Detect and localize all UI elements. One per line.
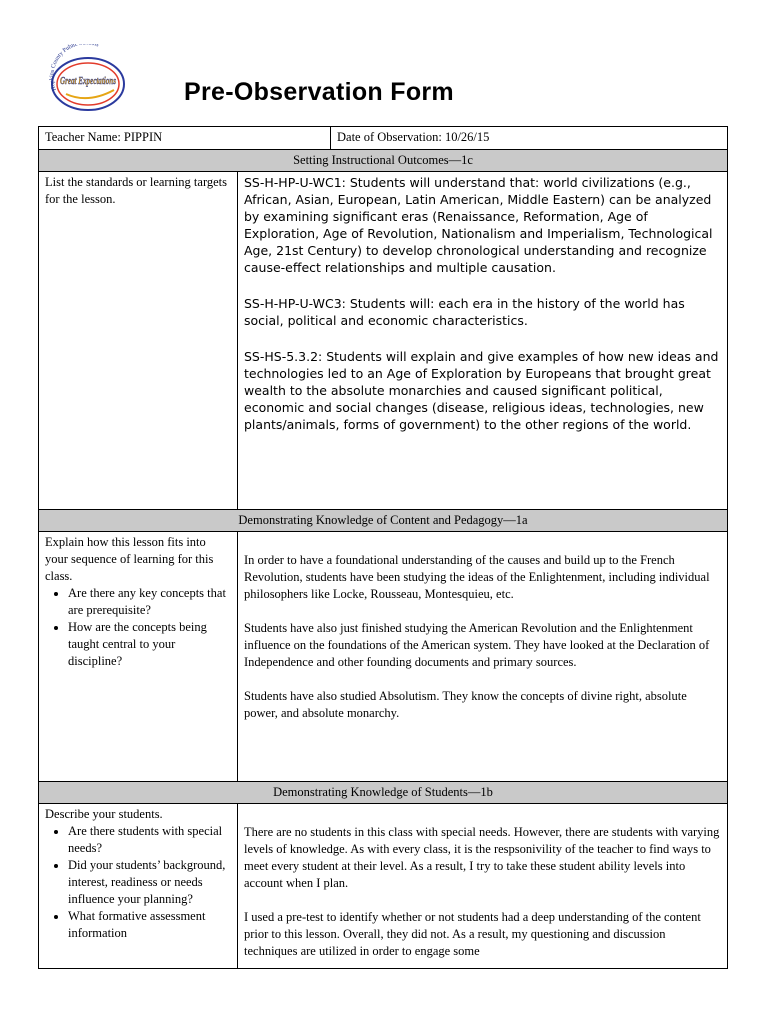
prompt-bullets (45, 823, 231, 942)
section-response (238, 172, 728, 510)
list-item: • How are the concepts being taught central to your discipline? (68, 619, 231, 670)
section-title-1c: Setting Instructional Outcomes—1c (39, 150, 728, 172)
section-row (39, 532, 728, 782)
observation-date: Date of Observation: 10/26/15 (331, 127, 728, 153)
page-title: Pre-Observation Form (184, 78, 454, 106)
list-item: • Did your students’ background, interest, readiness or needs influence your planning? (68, 857, 231, 908)
response-paragraph: SS-H-HP-U-WC1: Students will understand that: world civilizations (e.g., African, Asian, European, Latin American, Middle Eastern) can be analyzed by examining significant eras (Renaissance, Reformation, Age of Exploration, Age of Revolution, Nationalism and Imperialism, Technological Age, 21st Century) to develop chronological understanding and recognize cause-effect relationships and multiple causation. (244, 175, 713, 275)
response-paragraph: I used a pre-test to identify whether or not students had a deep understanding of the content prior to this lesson. Overall, they did not. As a result, my questioning and discussion techniques are utilized in order to engage some (244, 910, 701, 958)
section-header (39, 782, 728, 804)
response-paragraph: SS-H-HP-U-WC3: Students will: each era in the history of the world has social, political and economic characteristics. (244, 296, 685, 328)
list-item: • Are there students with special needs? (68, 823, 231, 857)
section-header (39, 150, 728, 172)
section-prompt (39, 804, 238, 969)
section-table (38, 149, 728, 969)
section-title-1b: Demonstrating Knowledge of Students—1b (39, 782, 728, 804)
logo-arc-text: Hopkins County Public ols (49, 44, 100, 92)
list-item: • What formative assessment information (68, 908, 231, 942)
teacher-name: Teacher Name: PIPPIN (39, 127, 331, 153)
logo-main-text: Great Expectations (60, 75, 116, 87)
section-response (238, 532, 728, 782)
response-paragraph: Students have also studied Absolutism. They know the concepts of divine right, absolute power, and absolute monarchy. (244, 689, 687, 720)
section-prompt (39, 532, 238, 782)
section-row (39, 172, 728, 510)
section-prompt: List the standards or learning targets for the lesson. (39, 172, 238, 510)
response-paragraph: Students have also just finished studying the American Revolution and the Enlightenment influence on the foundations of the American system. They have looked at the Declaration of Independence and other founding documents and primary sources. (244, 621, 710, 669)
section-response (238, 804, 728, 969)
section-row (39, 804, 728, 969)
list-item: • Are there any key concepts that are prerequisite? (68, 585, 231, 619)
school-logo (44, 44, 130, 116)
response-paragraph: In order to have a foundational understanding of the causes and build up to the French Revolution, students have been studying the ideas of the Enlightenment, including individual philosophers like Locke, Rousseau, Montesquieu, etc. (244, 553, 710, 601)
prompt-bullets (45, 585, 231, 670)
section-header (39, 510, 728, 532)
response-paragraph: SS-HS-5.3.2: Students will explain and give examples of how new ideas and technologies led to an Age of Exploration by Europeans that brought great wealth to the absolute monarchies and caused significant political, economic and social changes (disease, religious ideas, technologies, new plants/animals, forms of government) to the other regions of the world. (244, 349, 719, 432)
prompt-text: Explain how this lesson fits into your sequence of learning for this class. (45, 535, 214, 583)
prompt-text: Describe your students. (45, 807, 163, 821)
section-title-1a: Demonstrating Knowledge of Content and Pedagogy—1a (39, 510, 728, 532)
response-paragraph: There are no students in this class with special needs. However, there are students with varying levels of knowledge. As with every class, it is the respsonivility of the teacher to find ways to meet every student at their level. As a result, I try to take these student ability levels into account when I plan. (244, 825, 720, 890)
